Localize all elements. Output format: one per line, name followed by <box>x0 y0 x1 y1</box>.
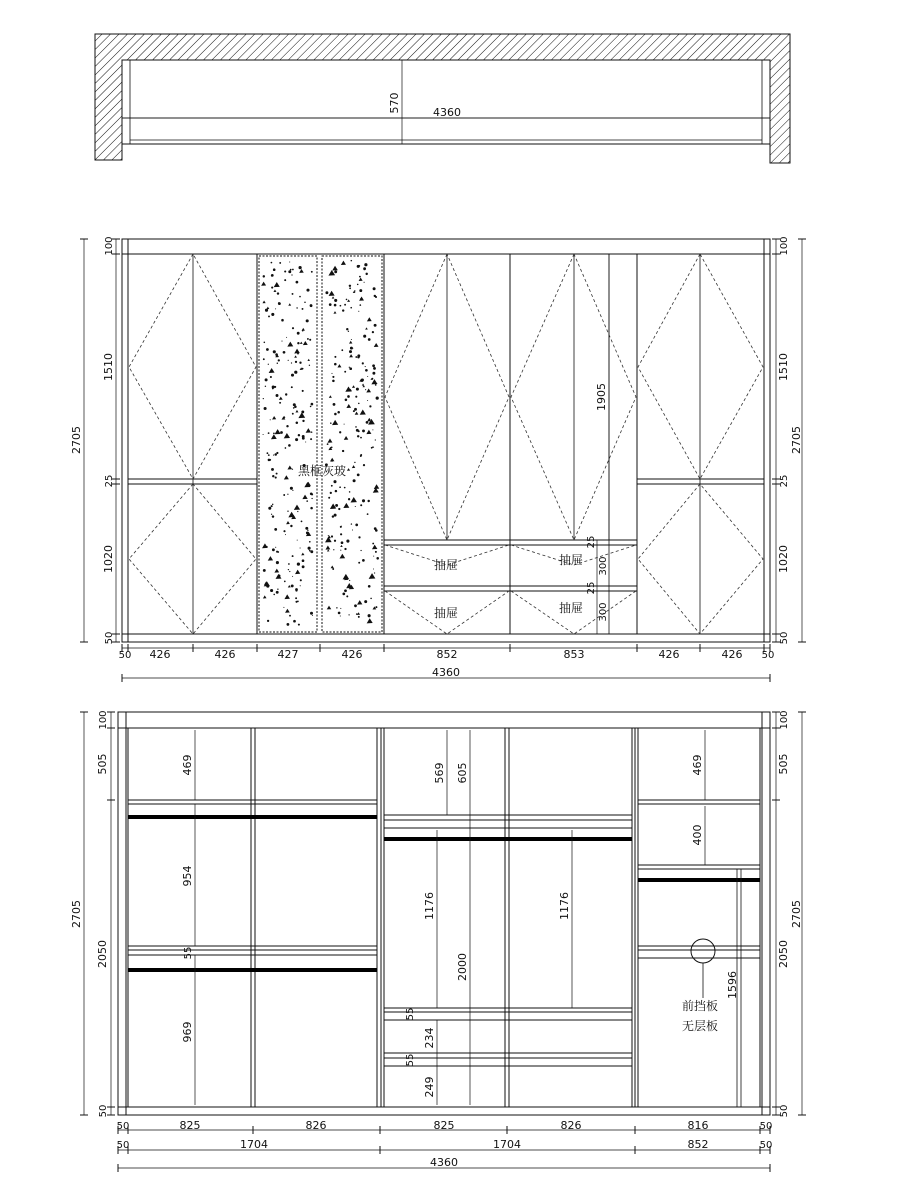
elevation-frame <box>122 239 770 642</box>
elev-left-dim-100: 100 <box>104 236 115 256</box>
int-left-dim-505: 505 <box>96 753 109 775</box>
elev-bottom-dim-0: 50 <box>118 650 132 661</box>
elev-right-dim-1510: 1510 <box>777 353 790 381</box>
door-diamond-patterns <box>129 254 763 634</box>
int-right-total: 2705 <box>790 900 803 928</box>
sec4-shelf-dim: 400 <box>691 824 704 846</box>
sec2-shelf1-dim: 234 <box>423 1027 436 1049</box>
int-row1-dim-0: 50 <box>116 1121 130 1132</box>
interior-left-dims <box>70 710 115 1117</box>
note-line2: 无层板 <box>681 1019 719 1033</box>
elev-right-dim-25: 25 <box>779 474 790 488</box>
elev-right-dim-1020: 1020 <box>777 545 790 573</box>
elev-left-total: 2705 <box>70 426 83 454</box>
int-row2-dim-2: 1704 <box>493 1138 521 1151</box>
interior-bottom-dims <box>117 1119 773 1172</box>
sec2-gap2-dim: 55 <box>405 1053 416 1067</box>
sec2-topfull-dim: 605 <box>456 762 469 784</box>
int-right-dim-100: 100 <box>779 710 790 730</box>
interior-right-dims <box>772 710 806 1117</box>
int-left-dim-2050: 2050 <box>96 940 109 968</box>
door-height-label: 1905 <box>595 383 608 411</box>
drawer-dim-300a: 300 <box>598 556 609 576</box>
elev-bottom-dim-1: 426 <box>149 648 171 661</box>
int-right-dim-505: 505 <box>777 753 790 775</box>
drawer-label-3: 抽屉 <box>433 606 459 620</box>
elevation-left-dims <box>70 236 120 644</box>
elev-right-total: 2705 <box>790 426 803 454</box>
interior-elevation <box>70 710 806 1172</box>
sec1-low-dim: 969 <box>181 1021 194 1043</box>
note-marker-circle <box>691 939 715 963</box>
elev-left-dim-1510: 1510 <box>102 353 115 381</box>
elev-bottom-dim-7: 426 <box>658 648 680 661</box>
elev-left-dim-50: 50 <box>104 631 115 645</box>
elev-bottom-dim-4: 426 <box>341 648 363 661</box>
elev-bottom-dim-3: 427 <box>277 648 299 661</box>
elev-total-width: 4360 <box>432 666 460 679</box>
drawer-dim-25a: 25 <box>586 535 597 549</box>
sec2-hang-dim: 1176 <box>423 892 436 920</box>
elev-left-dim-1020: 1020 <box>102 545 115 573</box>
int-row1-dim-1: 825 <box>179 1119 201 1132</box>
int-left-dim-100: 100 <box>98 710 109 730</box>
drawer-label-2: 抽屉 <box>558 553 584 567</box>
drawer-dim-300b: 300 <box>598 602 609 622</box>
elev-right-dim-100: 100 <box>779 236 790 256</box>
drawer-label-4: 抽屉 <box>558 601 584 615</box>
elev-bottom-dim-9: 50 <box>761 650 775 661</box>
drawer-dim-25b: 25 <box>586 581 597 595</box>
int-right-dim-2050: 2050 <box>777 940 790 968</box>
int-row1-dim-6: 50 <box>759 1121 773 1132</box>
int-row1-dim-2: 826 <box>305 1119 327 1132</box>
sec4-top-dim: 469 <box>691 754 704 776</box>
front-elevation <box>70 236 806 682</box>
elev-bottom-dim-2: 426 <box>214 648 236 661</box>
sec2-top-dim: 569 <box>433 762 446 784</box>
sec2-full-dim: 2000 <box>456 953 469 981</box>
sec4-long-dim: 1596 <box>726 971 739 999</box>
elev-bottom-dim-8: 426 <box>721 648 743 661</box>
elev-left-dim-25: 25 <box>104 474 115 488</box>
plan-cabinet-outline <box>122 60 770 144</box>
int-row1-dim-5: 816 <box>687 1119 709 1132</box>
glass-panels <box>259 256 382 632</box>
int-row2-dim-1: 1704 <box>240 1138 268 1151</box>
int-row1-dim-3: 825 <box>433 1119 455 1132</box>
int-total-width: 4360 <box>430 1156 458 1169</box>
int-row1-dim-4: 826 <box>560 1119 582 1132</box>
int-left-total: 2705 <box>70 900 83 928</box>
sec2-gap1-dim: 55 <box>405 1007 416 1021</box>
drawer-label-1: 抽屉 <box>433 558 459 572</box>
sec2-shelf2-dim: 249 <box>423 1076 436 1098</box>
plan-view <box>95 34 790 163</box>
int-row2-dim-3: 852 <box>687 1138 709 1151</box>
sec1-top-dim: 469 <box>181 754 194 776</box>
elev-bottom-dim-5: 852 <box>436 648 458 661</box>
elev-right-dim-50: 50 <box>779 631 790 645</box>
plan-depth-label: 570 <box>388 92 401 114</box>
int-row2-dim-0: 50 <box>116 1140 130 1151</box>
note-line1: 前挡板 <box>681 999 719 1013</box>
sec3-hang-dim: 1176 <box>558 892 571 920</box>
glass-panel-left <box>259 256 317 632</box>
sec1-mid-dim: 954 <box>181 865 194 887</box>
int-right-dim-50: 50 <box>779 1104 790 1118</box>
sec1-gap-dim: 55 <box>183 946 194 960</box>
elevation-bottom-dims <box>119 644 775 682</box>
plan-width-label: 4360 <box>433 106 461 119</box>
int-left-dim-50: 50 <box>98 1104 109 1118</box>
elevation-right-dims <box>772 236 806 644</box>
elev-bottom-dim-6: 853 <box>563 648 585 661</box>
glass-label: 黑框灰玻 <box>297 464 347 478</box>
int-row2-dim-4: 50 <box>759 1140 773 1151</box>
